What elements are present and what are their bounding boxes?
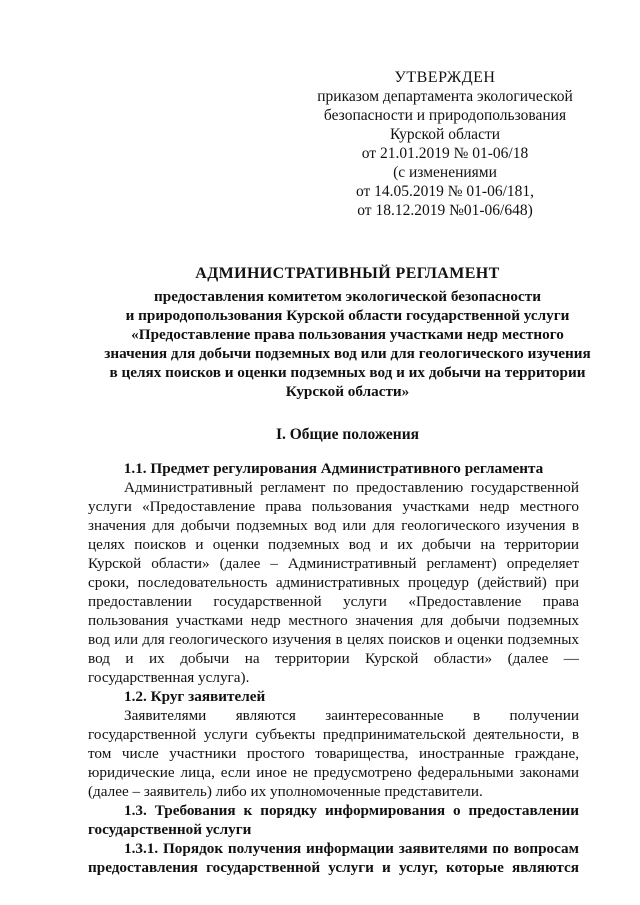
amendment-date: от 18.12.2019 №01-06/648) bbox=[357, 202, 533, 219]
heading-line: государственной услуги bbox=[88, 821, 252, 838]
subsection-heading bbox=[88, 839, 579, 877]
paragraph bbox=[88, 478, 579, 687]
text-line: пользования участками недр местного значения для добычи подземных bbox=[88, 612, 579, 629]
subsection-heading: 1.1. Предмет регулирования Административного регламента bbox=[123, 460, 544, 477]
text-line: вод или для геологического изучения в целях поисков и оценки подземных bbox=[88, 631, 579, 648]
text-line: государственная услуга). bbox=[88, 669, 250, 686]
text-line: Курской области» (далее – Административный регламент) определяет bbox=[88, 555, 579, 572]
text-line: сроки, последовательность административных процедур (действий) при bbox=[88, 574, 579, 591]
text-line: Заявителями являются заинтересованные в получении bbox=[124, 707, 579, 724]
text-line: предоставлении государственной услуги «Предоставление права bbox=[88, 593, 579, 610]
amendment-date: от 14.05.2019 № 01-06/181, bbox=[355, 183, 535, 200]
title-main: АДМИНИСТРАТИВНЫЙ РЕГЛАМЕНТ bbox=[195, 265, 500, 282]
subsection-heading bbox=[88, 801, 579, 839]
text-line: (далее – заявитель) либо их уполномоченные представители. bbox=[88, 783, 483, 800]
text-line: вод и их добычи на территории Курской области» (далее — bbox=[88, 650, 579, 667]
paragraph bbox=[88, 706, 579, 801]
approval-line: Курской области bbox=[389, 126, 501, 143]
text-line: значения для добычи подземных вод или для геологического изучения в bbox=[88, 517, 579, 534]
approval-line: приказом департамента экологической bbox=[317, 88, 573, 105]
document-title bbox=[60, 264, 635, 401]
subsection-heading: 1.2. Круг заявителей bbox=[124, 688, 266, 705]
text-line: целях поисков и оценки подземных вод и их добычи на территории bbox=[88, 536, 579, 553]
heading-line: предоставления государственной услуги и услуг, которые являются bbox=[88, 859, 579, 876]
heading-line: 1.3.1. Порядок получения информации заявителями по вопросам bbox=[124, 840, 579, 857]
title-line: и природопользования Курской области государственной услуги bbox=[125, 307, 570, 324]
approval-order-date: от 21.01.2019 № 01-06/18 bbox=[361, 145, 529, 162]
approval-stamp bbox=[290, 68, 600, 220]
section-heading: I. Общие положения bbox=[275, 426, 420, 443]
title-line: Курской области» bbox=[285, 383, 410, 400]
text-line: Административный регламент по предоставлению государственной bbox=[124, 479, 579, 496]
approval-line: (с изменениями bbox=[393, 164, 497, 181]
title-line: предоставления комитетом экологической безопасности bbox=[154, 288, 541, 305]
title-line: в целях поисков и оценки подземных вод и их добычи на территории bbox=[109, 364, 586, 381]
document-body bbox=[88, 459, 579, 877]
title-line: значения для добычи подземных вод или для геологического изучения bbox=[104, 345, 591, 362]
heading-line: 1.3. Требования к порядку информирования о предоставлении bbox=[124, 802, 579, 819]
title-line: «Предоставление права пользования участками недр местного bbox=[131, 326, 564, 343]
text-line: том числе участники простого товарищества, иностранные граждане, bbox=[88, 745, 579, 762]
text-line: государственной услуги субъекты предпринимательской деятельности, в bbox=[88, 726, 579, 743]
text-line: юридические лица, если иное не предусмотрено федеральными законами bbox=[88, 764, 579, 781]
approval-heading: УТВЕРЖДЕН bbox=[394, 69, 496, 86]
text-line: услуги «Предоставление права пользования участками недр местного bbox=[88, 498, 579, 515]
approval-line: безопасности и природопользования bbox=[323, 107, 567, 124]
